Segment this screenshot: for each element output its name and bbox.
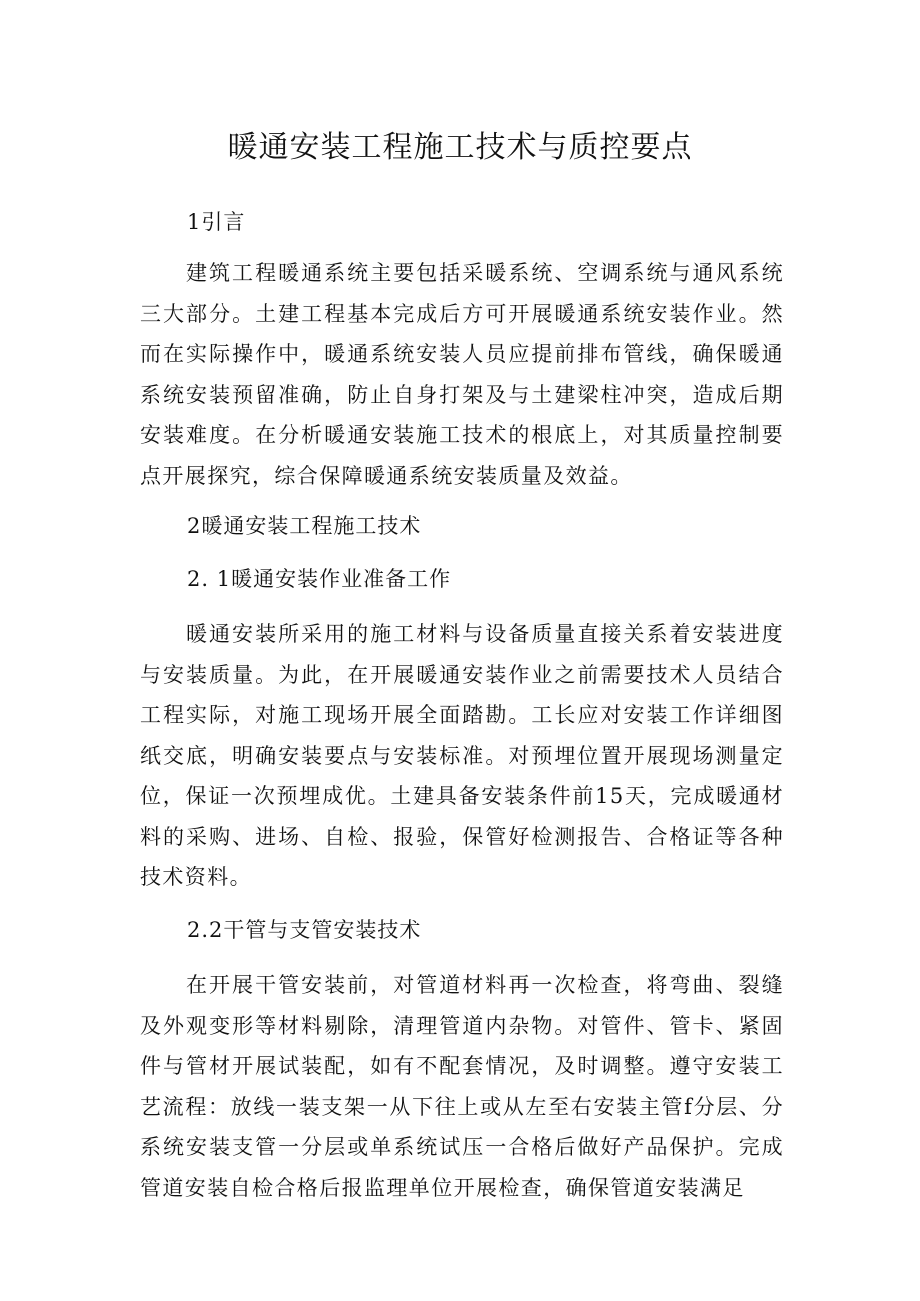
section-paragraph-introduction: 建筑工程暖通系统主要包括采暖系统、空调系统与通风系统三大部分。土建工程基本完成后方可开展暖通系统安装作业。然而在实际操作中，暖通系统安装人员应提前排布管线，确保暖通系统安装预留准确，防止自身打架及与土建梁柱冲突，造成后期安装难度。在分析暖通安装施工技术的根底上，对其质量控制要点开展探究，综合保障暖通系统安装质量及效益。 <box>140 261 784 488</box>
section-heading-pipe-installation: 2.2干管与支管安装技术 <box>187 918 422 942</box>
document-title: 暖通安装工程施工技术与质控要点 <box>227 130 693 165</box>
section-paragraph-pipe-installation: 在开展干管安装前，对管道材料再一次检查，将弯曲、裂缝及外观变形等材料剔除，清理管道内杂物。对管件、管卡、紧固件与管材开展试装配，如有不配套情况，及时调整。遵守安装工艺流程：放线一装支架一从下往上或从左至右安装主管f分层、分系统安装支管一分层或单系统试压一合格后做好产品保护。完成管道安装自检合格后报监理单位开展检查，确保管道安装满足 <box>140 973 784 1200</box>
section-heading-construction-technology: 2暖通安装工程施工技术 <box>187 514 422 538</box>
section-heading-preparation: 2. 1暖通安装作业准备工作 <box>187 567 452 591</box>
section-paragraph-preparation: 暖通安装所采用的施工材料与设备质量直接关系着安装进度与安装质量。为此，在开展暖通安装作业之前需要技术人员结合工程实际，对施工现场开展全面踏勘。工长应对安装工作详细图纸交底，明确安装要点与安装标准。对预埋位置开展现场测量定位，保证一次预埋成优。土建具备安装条件前15天，完成暖通材料的采购、进场、自检、报验，保管好检测报告、合格证等各种技术资料。 <box>140 622 784 889</box>
section-heading-introduction: 1引言 <box>187 210 246 234</box>
